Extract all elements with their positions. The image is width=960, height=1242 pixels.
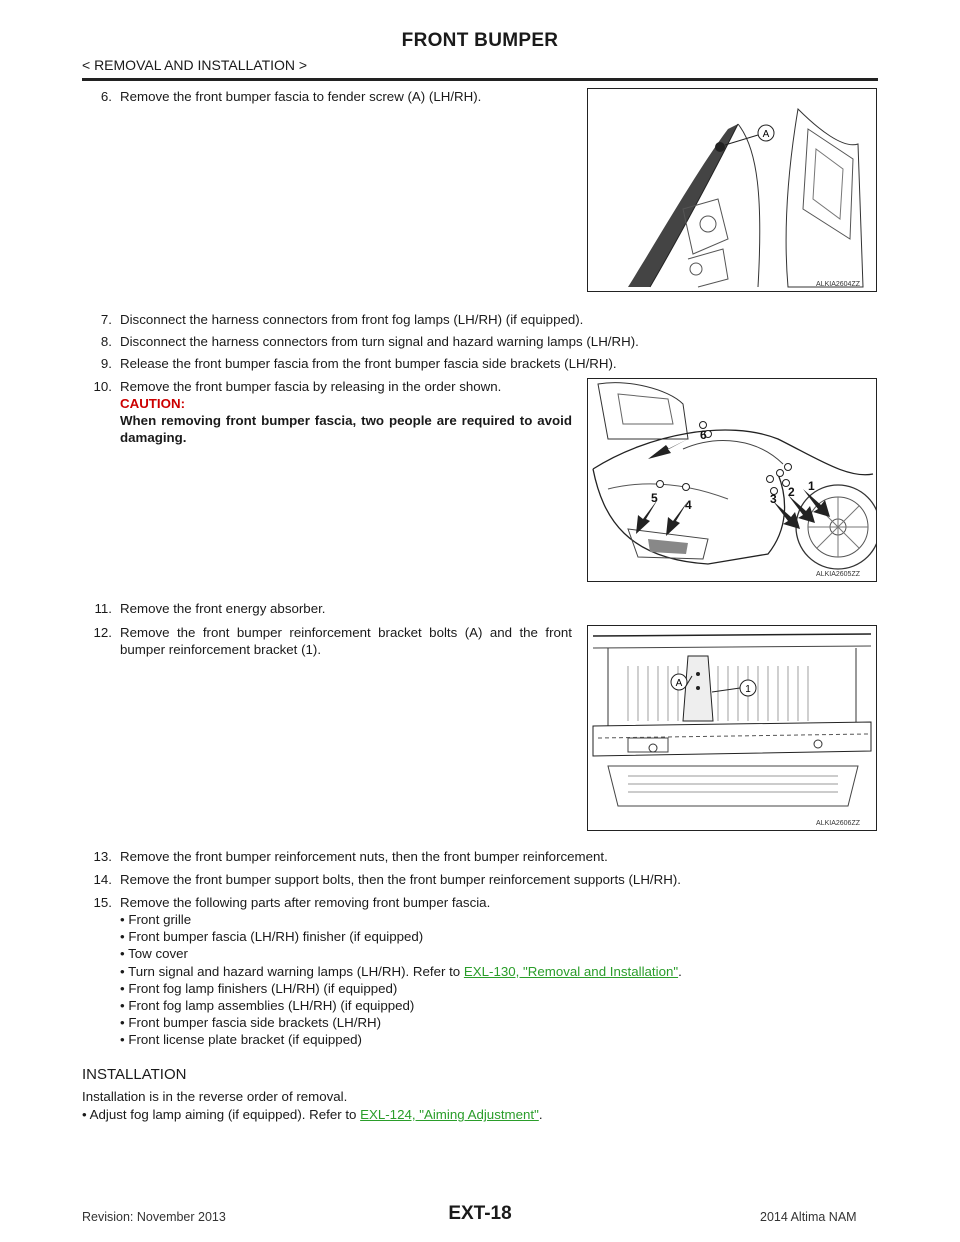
step-6 — [84, 88, 481, 105]
section-breadcrumb: < REMOVAL AND INSTALLATION > — [82, 57, 308, 73]
figure-reinforcement-bracket — [587, 625, 877, 831]
step-text: Disconnect the harness connectors from front fog lamps (LH/RH) (if equipped). — [120, 312, 584, 327]
list-item-end: . — [678, 963, 682, 979]
figure-fender-screw — [587, 88, 877, 292]
step-text: Remove the front bumper support bolts, then the front bumper reinforcement supports (LH/RH). — [120, 872, 681, 887]
reinforcement-bracket-illustration — [588, 626, 876, 830]
list-item: • Front bumper fascia (LH/RH) finisher (if equipped) — [120, 929, 424, 945]
step-8 — [84, 333, 639, 350]
order-label-1: 1 — [808, 479, 815, 493]
installation-bullet — [82, 1107, 543, 1122]
order-label-3: 3 — [770, 492, 777, 506]
installation-text: Installation is in the reverse order of removal. — [82, 1089, 348, 1104]
step-text: Remove the front bumper reinforcement bracket bolts (A) and the front bumper reinforcement bracket (1). — [120, 625, 572, 657]
footer-model: 2014 Altima NAM — [760, 1210, 857, 1224]
bullet-text: • Adjust fog lamp aiming (if equipped). Refer to — [82, 1107, 361, 1122]
callout-a: A — [762, 129, 770, 140]
step-7 — [84, 311, 583, 328]
step-text: Remove the following parts after removing front bumper fascia. — [120, 895, 491, 910]
step-number: 10. — [93, 379, 112, 394]
order-label-5: 5 — [651, 491, 658, 505]
fender-screw-illustration — [588, 89, 876, 291]
step-text: Remove the front bumper fascia to fender screw (A) (LH/RH). — [120, 89, 482, 104]
step-instruction: Remove the front bumper fascia by releasing in the order shown. — [120, 379, 502, 394]
list-item: • Tow cover — [120, 946, 188, 962]
callout-1: 1 — [745, 684, 751, 695]
bullet-end: . — [538, 1107, 543, 1122]
caution-text: When removing front bumper fascia, two people are required to avoid damaging. — [120, 413, 572, 445]
figure-code: ALKIA2606ZZ — [816, 820, 860, 827]
list-item: • Front fog lamp finishers (LH/RH) (if equipped) — [120, 980, 398, 996]
step-number: 14. — [93, 872, 112, 887]
reference-link-exl-130[interactable]: EXL-130, "Removal and Installation" — [463, 963, 679, 979]
figure-code: ALKIA2604ZZ — [816, 281, 860, 288]
step-number: 8. — [100, 334, 112, 349]
fascia-release-illustration — [588, 379, 876, 581]
step-text: Remove the front bumper reinforcement nuts, then the front bumper reinforcement. — [120, 849, 608, 864]
step-15 — [84, 894, 682, 1049]
step-11 — [84, 600, 325, 617]
callout-a: A — [675, 678, 683, 689]
list-item-text: • Turn signal and hazard warning lamps (LH/RH). Refer to — [120, 963, 464, 979]
step-12 — [84, 624, 572, 658]
list-item: • Front bumper fascia side brackets (LH/RH) — [120, 1015, 382, 1031]
reference-link-exl-124[interactable]: EXL-124, "Aiming Adjustment" — [360, 1107, 539, 1122]
step-13 — [84, 848, 608, 865]
installation-heading: INSTALLATION — [82, 1066, 187, 1083]
step-number: 12. — [93, 625, 112, 640]
step-number: 9. — [100, 356, 112, 371]
list-item: • Front grille — [120, 912, 192, 927]
step-9 — [84, 355, 617, 372]
step-number: 15. — [93, 895, 112, 910]
footer-page-number: EXT-18 — [448, 1203, 512, 1224]
list-item: • Front license plate bracket (if equipped) — [120, 1032, 362, 1048]
figure-code: ALKIA2605ZZ — [816, 571, 860, 578]
step-text: Disconnect the harness connectors from turn signal and hazard warning lamps (LH/RH). — [120, 334, 639, 349]
caution-label: CAUTION: — [120, 396, 185, 411]
list-item: • Front fog lamp assemblies (LH/RH) (if equipped) — [120, 998, 415, 1014]
order-label-4: 4 — [685, 498, 692, 512]
step-text: Release the front bumper fascia from the front bumper fascia side brackets (LH/RH). — [120, 356, 617, 371]
order-label-6: 6 — [700, 428, 707, 442]
header-rule — [82, 78, 878, 81]
step-number: 13. — [93, 849, 112, 864]
step-14 — [84, 871, 681, 888]
step-number: 11. — [94, 601, 112, 616]
footer-revision: Revision: November 2013 — [82, 1210, 226, 1224]
step-text — [120, 378, 572, 446]
step-10 — [84, 378, 572, 446]
parts-list — [120, 911, 682, 1049]
list-item — [120, 963, 682, 980]
page-title: FRONT BUMPER — [401, 30, 559, 51]
step-number: 6. — [100, 89, 112, 104]
step-number: 7. — [100, 312, 112, 327]
step-text: Remove the front energy absorber. — [120, 601, 326, 616]
figure-fascia-release-order — [587, 378, 877, 582]
order-label-2: 2 — [788, 485, 795, 499]
